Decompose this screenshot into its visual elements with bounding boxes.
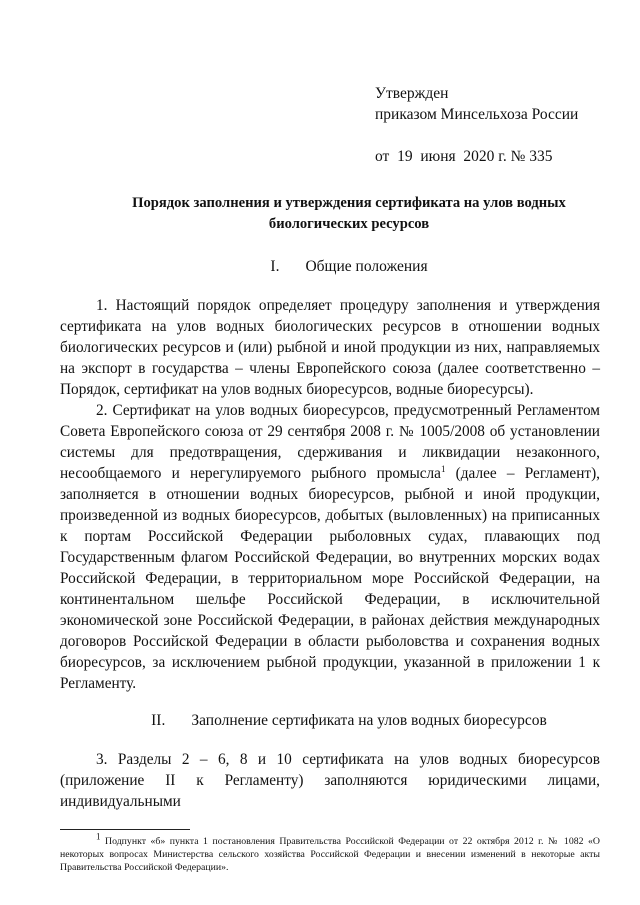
document-title-line-2: биологических ресурсов <box>268 216 430 232</box>
paragraph-3: 3. Разделы 2 – 6, 8 и 10 сертификата на улов водных биоресурсов (приложение II к Регламенту) заполняются юридическими лицами, индивидуальными <box>60 751 600 810</box>
paragraph-2-text-a: 2. Сертификат на улов водных биоресурсов, предусмотренный Регламентом Совета Европейского союза от 29 сентября 2008 г. № 1005/2008 об установлении системы для предотвращения, сдерживания и ликвидации незаконного, несообщаемого и нерегулируемого рыбного промысла <box>60 402 600 482</box>
section-2-body <box>60 749 600 812</box>
approval-stamp <box>375 83 615 167</box>
document-title-line-1: Порядок заполнения и утверждения сертификата на улов водных <box>132 195 566 211</box>
document-title <box>60 193 638 235</box>
paragraph-2-text-b: (далее – Регламент), заполняется в отношении водных биоресурсов, рыбной и иной продукции, произведенной из водных биоресурсов, добытых (выловленных) на приписанных к портам Российской Федерации рыболовных судах, плавающих под Государственным флагом Российской Федерации, во внутренних морских водах Российской Федерации, в территориальном море Российской Федерации, на континентальном шельфе Российской Федерации, в исключительной экономической зоне Российской Федерации, в районах действия международных договоров Российской Федерации в области рыболовства и сохранения водных биоресурсов, за исключением рыбной продукции, указанной в приложении 1 к Регламенту. <box>60 465 601 692</box>
section-2-number: II. <box>151 712 166 729</box>
section-1-heading <box>60 256 638 277</box>
section-1-body <box>60 295 600 694</box>
approval-order-number: от 19 июня 2020 г. № 335 <box>375 148 553 165</box>
approval-authority: приказом Минсельхоза России <box>375 106 579 123</box>
section-1-number: I. <box>270 258 280 275</box>
paragraph-1: 1. Настоящий порядок определяет процедуру заполнения и утверждения сертификата на улов водных биологических ресурсов в отношении водных биологических ресурсов и (или) рыбной и иной продукции из них, направляемых на экспорт в государства – члены Европейского союза (далее соответственно – Порядок, сертификат на улов водных биоресурсов, водные биоресурсы). <box>60 297 600 398</box>
approval-status: Утвержден <box>375 85 449 102</box>
footnote-separator <box>60 829 190 830</box>
section-2-title: Заполнение сертификата на улов водных биоресурсов <box>191 712 547 729</box>
paragraph-2 <box>60 400 600 694</box>
footnote-reference: 1 <box>440 463 446 474</box>
footnote-number: 1 <box>96 831 101 842</box>
section-1-title: Общие положения <box>305 258 428 275</box>
section-2-heading <box>60 710 638 731</box>
footnote-text: Подпункт «б» пункта 1 постановления Правительства Российской Федерации от 22 октября 2012 г. № 1082 «О некоторых вопросах Министерства сельского хозяйства Российской Федерации и внесении изменений в некоторые акты Правительства Российской Федерации». <box>60 836 600 873</box>
footnote <box>60 831 600 874</box>
